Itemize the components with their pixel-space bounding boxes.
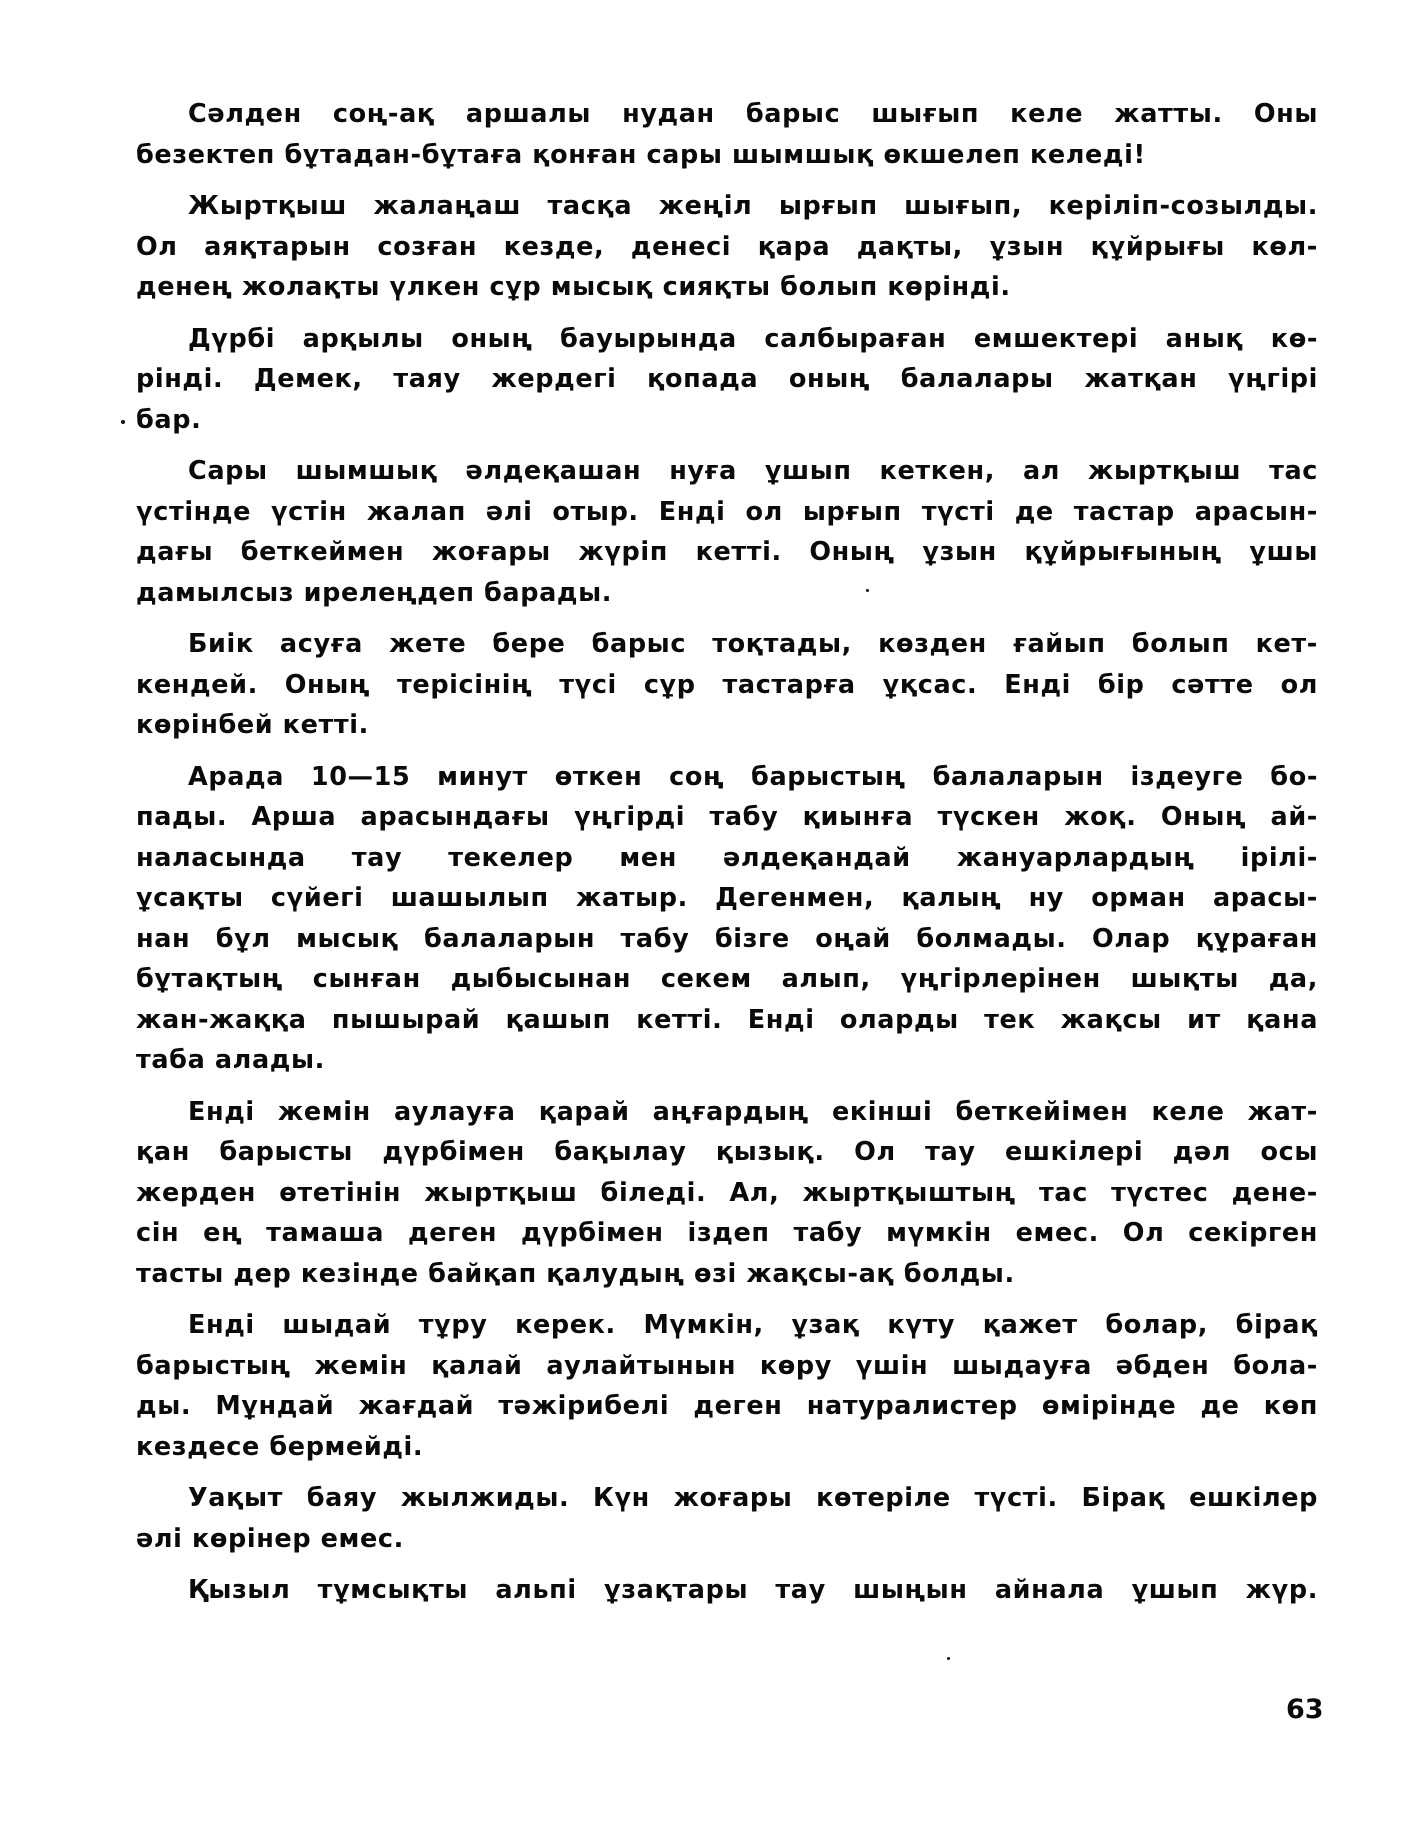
text-line: кендей. Оның терісінің түсі сұр тастарға ұқсас. Енді бір сәтте ол xyxy=(136,669,1318,700)
paragraph xyxy=(136,757,1318,1081)
paragraph xyxy=(136,1478,1318,1559)
paragraph xyxy=(136,319,1318,441)
text-line: Сәлден соң-ақ аршалы нудан барыс шығып келе жатты. Оны xyxy=(188,99,1318,129)
text-line: Дүрбі арқылы оның бауырында салбыраған емшектері анық кө- xyxy=(188,323,1318,354)
text-line: жан-жаққа пышырай қашып кетті. Енді оларды тек жақсы ит қана xyxy=(136,1004,1318,1035)
text-line: сін ең тамаша деген дүрбімен іздеп табу мүмкін емес. Ол секірген xyxy=(136,1218,1318,1248)
text-line: пады. Арша арасындағы үңгірді табу қиынға түскен жоқ. Оның ай- xyxy=(136,802,1318,832)
page-number: 63 xyxy=(1286,1694,1324,1725)
text-line: Биік асуға жете бере барыс тоқтады, көзден ғайып болып кет- xyxy=(188,629,1318,659)
paragraph xyxy=(136,1092,1318,1295)
text-line: Уақыт баяу жылжиды. Күн жоғары көтеріле түсті. Бірақ ешкілер xyxy=(188,1483,1318,1513)
paragraph xyxy=(136,624,1318,746)
text-line: тасты дер кезінде байқап қалудың өзі жақсы-ақ болды. xyxy=(136,1258,1015,1289)
text-line: Енді шыдай тұру керек. Мүмкін, ұзақ күту қажет болар, бірақ xyxy=(188,1310,1318,1340)
text-line: дағы беткеймен жоғары жүріп кетті. Оның ұзын құйрығының ұшы xyxy=(136,537,1318,567)
text-line: барыстың жемін қалай аулайтынын көру үшін шыдауға әбден бола- xyxy=(136,1350,1318,1381)
text-line: Қызыл тұмсықты альпі ұзақтары тау шыңын айнала ұшып жүр. xyxy=(188,1575,1318,1605)
paragraph xyxy=(136,94,1318,175)
text-line: ұсақты сүйегі шашылып жатыр. Дегенмен, қалың ну орман арасы- xyxy=(136,883,1318,913)
text-line: таба алады. xyxy=(136,1045,325,1075)
text-line: безектеп бұтадан-бұтаға қонған сары шымшық өкшелеп келеді! xyxy=(136,139,1146,170)
text-line: Ол аяқтарын созған кезде, денесі қара дақты, ұзын құйрығы көл- xyxy=(136,231,1318,262)
text-line: Сары шымшық әлдеқашан нуға ұшып кеткен, ал жыртқыш тас xyxy=(188,456,1318,486)
text-line: бар. xyxy=(136,404,202,435)
text-line: Жыртқыш жалаңаш тасқа жеңіл ырғып шығып, керіліп-созылды. xyxy=(188,191,1318,221)
text-line: ды. Мұндай жағдай тәжірибелі деген натуралистер өмірінде де көп xyxy=(136,1391,1318,1421)
paragraph xyxy=(136,1305,1318,1467)
text-line: бұтақтың сынған дыбысынан секем алып, үңгірлерінен шықты да, xyxy=(136,964,1318,994)
text-line: жерден өтетінін жыртқыш біледі. Ал, жыртқыштың тас түстес дене- xyxy=(136,1177,1318,1208)
document-page-body xyxy=(136,94,1318,1611)
text-line: нан бұл мысық балаларын табу бізге оңай болмады. Олар құраған xyxy=(136,923,1318,954)
text-line: кездесе бермейді. xyxy=(136,1431,424,1462)
text-line: үстінде үстін жалап әлі отыр. Енді ол ырғып түсті де тастар арасын- xyxy=(136,496,1318,527)
text-line: Арада 10—15 минут өткен соң барыстың балаларын іздеуге бо- xyxy=(188,761,1318,792)
text-line: наласында тау текелер мен әлдеқандай жануарлардың ірілі- xyxy=(136,842,1318,873)
paragraph xyxy=(136,451,1318,613)
text-line: денең жолақты үлкен сұр мысық сияқты болып көрінді. xyxy=(136,272,1011,302)
text-line: көрінбей кетті. xyxy=(136,710,369,740)
print-speck xyxy=(947,1657,950,1660)
text-line: әлі көрінер емес. xyxy=(136,1523,404,1554)
paragraph xyxy=(136,1570,1318,1611)
text-line: дамылсыз ирелеңдеп барады. xyxy=(136,577,613,608)
paragraph xyxy=(136,186,1318,308)
text-line: рінді. Демек, таяу жердегі қопада оның балалары жатқан үңгірі xyxy=(136,364,1318,394)
text-line: қан барысты дүрбімен бақылау қызық. Ол тау ешкілері дәл осы xyxy=(136,1137,1318,1167)
print-speck xyxy=(121,420,125,424)
print-speck xyxy=(866,589,869,592)
text-line: Енді жемін аулауға қарай аңғардың екінші беткейімен келе жат- xyxy=(188,1096,1318,1127)
